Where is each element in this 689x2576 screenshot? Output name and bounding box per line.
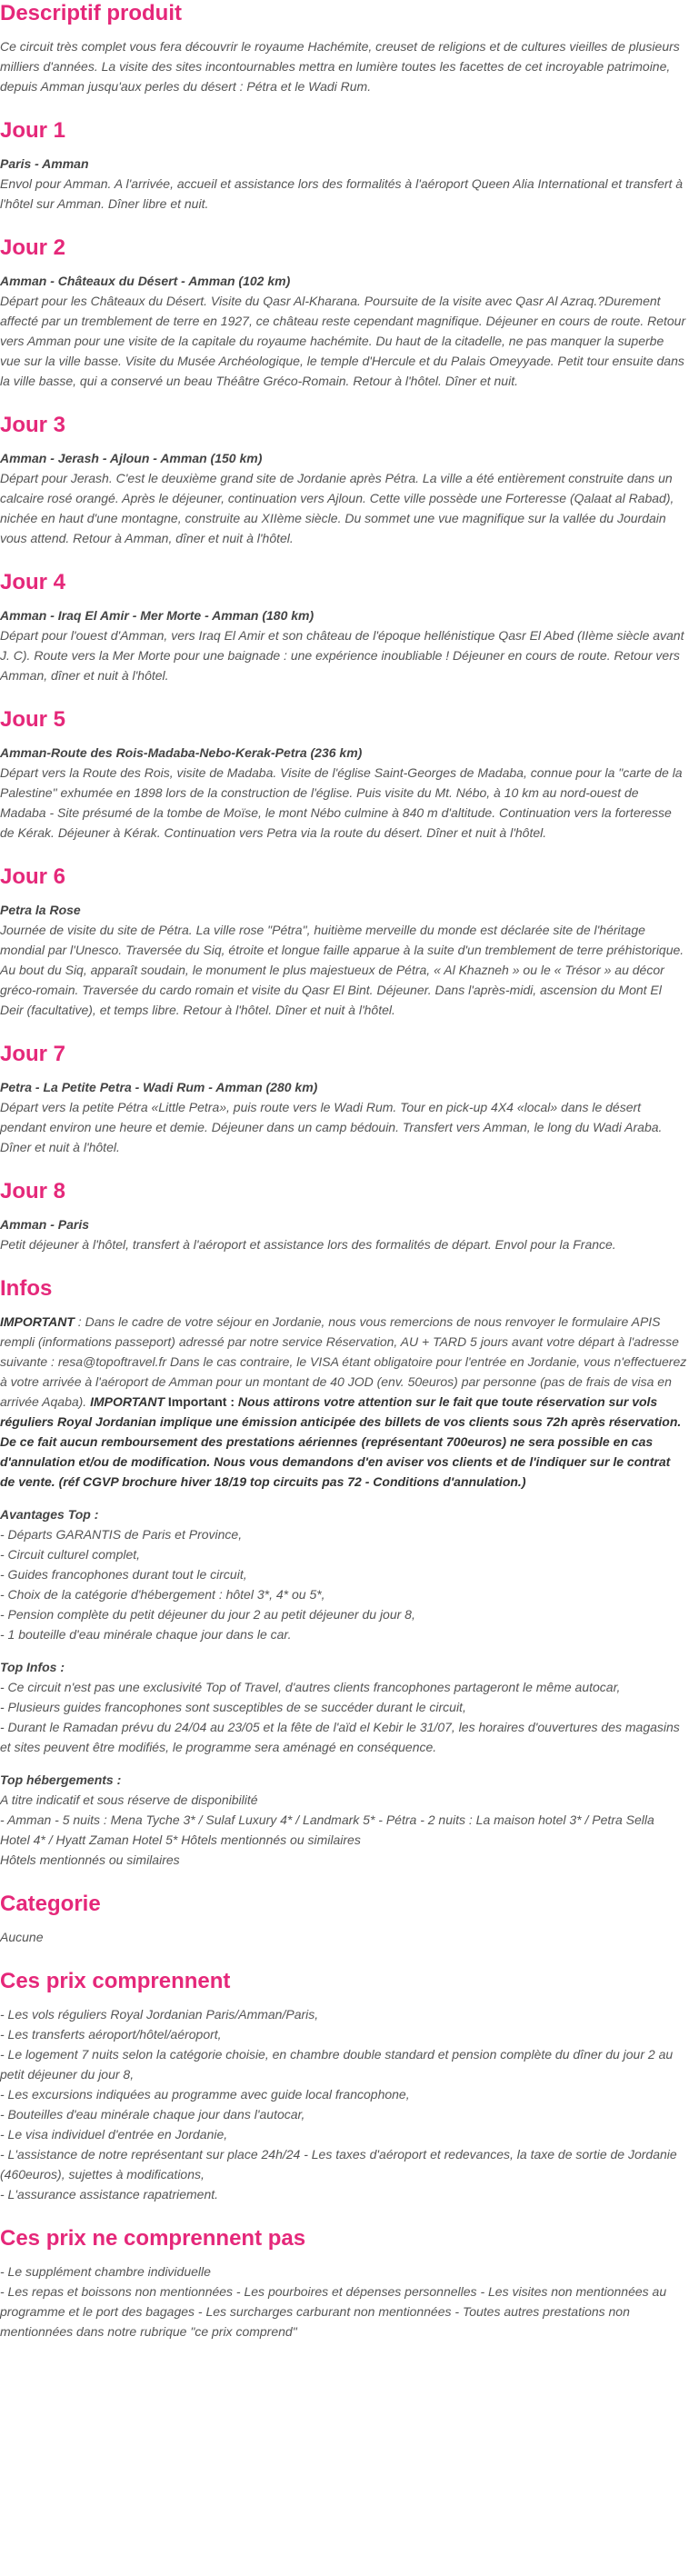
day-text: Départ vers la Route des Rois, visite de Madaba. Visite de l'église Saint-Georges de Madaba, connue pour la "carte de la Palestine" exhumée en 1898 lors de la construction de l'église. Puis visite du Mt. Nébo, à 10 km au nord-ouest de Madaba - Site présumé de la tombe de Moïse, le mont Nébo culmine à 840 m d'altitude. Continuation vers la forteresse de Kérak. Déjeuner à Kérak. Continuation vers Petra via la route du désert. Dîner et nuit à l'hôtel. (0, 765, 683, 840)
day-section (0, 569, 687, 685)
hebergements-item: A titre indicatif et sous réserve de disponibilité (0, 1792, 258, 1807)
categorie-section (0, 1891, 687, 1947)
infos-title: Infos (0, 1276, 53, 1301)
avantages-list (0, 1524, 687, 1644)
ne-comprennent-list (0, 2261, 687, 2341)
important-paragraph (0, 1312, 687, 1492)
day-route: Amman - Iraq El Amir - Mer Morte - Amman (180 km) (0, 608, 315, 623)
day-label: Jour 5 (0, 707, 66, 732)
descriptif-section (0, 0, 687, 96)
day-text: Envol pour Amman. A l'arrivée, accueil et assistance lors des formalités à l'aéroport Queen Alia International et transfert à l'hôtel sur Amman. Dîner libre et nuit. (0, 176, 684, 211)
comprennent-item: - Le logement 7 nuits selon la catégorie choisie, en chambre double standard et pension complète du dîner du jour 2 au petit déjeuner du jour 8, (0, 2047, 674, 2082)
descriptif-title: Descriptif produit (0, 1, 183, 25)
ne-comprennent-item: - Le supplément chambre individuelle (0, 2264, 211, 2279)
day-section (0, 412, 687, 548)
day-section (0, 235, 687, 391)
day-label: Jour 4 (0, 570, 66, 594)
avantages-item: - Départs GARANTIS de Paris et Province, (0, 1527, 243, 1542)
day-route: Amman - Jerash - Ajloun - Amman (150 km) (0, 451, 263, 465)
day-route: Paris - Amman (0, 156, 89, 171)
day-section (0, 1041, 687, 1157)
comprennent-item: - Le visa individuel d'entrée en Jordanie, (0, 2127, 228, 2142)
comprennent-item: - Les vols réguliers Royal Jordanian Paris/Amman/Paris, (0, 2007, 319, 2022)
important-label: IMPORTANT (0, 1314, 75, 1329)
infos-section (0, 1275, 687, 1870)
topinfos-item: - Plusieurs guides francophones sont susceptibles de se succéder durant le circuit, (0, 1700, 466, 1714)
day-route: Petra la Rose (0, 903, 81, 917)
avantages-item: - Pension complète du petit déjeuner du jour 2 au petit déjeuner du jour 8, (0, 1607, 415, 1622)
ne-comprennent-section (0, 2225, 687, 2341)
day-text: Départ pour les Châteaux du Désert. Visite du Qasr Al-Kharana. Poursuite de la visite avec Qasr Al Azraq.?Durement affecté par un tremblement de terre en 1927, ce château reste cependant magnifique. Déjeuner en cours de route. Retour vers Amman pour une visite de la capitale du royaume hachémite. Du haut de la citadelle, ne pas manquer la superbe vue sur la ville basse. Visite du Musée Archéologique, le temple d'Hercule et du Palais Omeyyade. Petit tour ensuite dans la ville basse, qui a conservé un beau Théâtre Gréco-Romain. Retour à l'hôtel. Dîner et nuit. (0, 294, 686, 388)
avantages-item: - 1 bouteille d'eau minérale chaque jour dans le car. (0, 1627, 292, 1642)
topinfos-item: - Ce circuit n'est pas une exclusivité Top of Travel, d'autres clients francophones partageront le même autocar, (0, 1680, 621, 1694)
day-text: Journée de visite du site de Pétra. La ville rose "Pétra", huitième merveille du monde est déclarée site de l'héritage mondial par l'Unesco. Traversée du Siq, étroite et longue faille apparue à la suite d'un tremblement de terre préhistorique. Au bout du Siq, apparaît soudain, le monument le plus majestueux de Pétra, « Al Khazneh » ou le « Trésor » au décor gréco-romain. Traversée du cardo romain et visite du Qasr El Bint. Déjeuner. Dans l'après-midi, ascension du Mont El Deir (facultative), et temps libre. Retour à l'hôtel. Dîner et nuit à l'hôtel. (0, 923, 684, 1017)
important-label-3: Important : (167, 1394, 235, 1409)
important-text-2: Nous attirons votre attention sur le fait que toute réservation sur vols réguliers Royal Jordanian implique une émission anticipée des billets de vos clients sous 72h après réservation. De ce fait aucun remboursement des prestations aériennes (représentant 700euros) ne sera possible en cas d'annulation et/ou de modification. Nous vous demandons d'en aviser vos clients et de l'indiquer sur le contrat de vente. (réf CGVP brochure hiver 18/19 top circuits pas 72 - Conditions d'annulation.) (0, 1394, 682, 1489)
hebergements-item: - Amman - 5 nuits : Mena Tyche 3* / Sulaf Luxury 4* / Landmark 5* - Pétra - 2 nuits : La maison hotel 3* / Petra Sella Hotel 4* / Hyatt Zaman Hotel 5* Hôtels mentionnés ou similaires (0, 1812, 654, 1847)
days-list (0, 117, 687, 1254)
comprennent-item: - Les excursions indiquées au programme avec guide local francophone, (0, 2087, 410, 2102)
day-section (0, 117, 687, 214)
day-text: Départ pour Jerash. C'est le deuxième grand site de Jordanie après Pétra. La ville a été entièrement construite dans un calcaire rosé orangé. Après le déjeuner, continuation vers Ajloun. Cette ville possède une Forteresse (Qalaat al Rabad), nichée en haut d'une montagne, construite au XIIème siècle. Du sommet une vue magnifique sur la vallée du Jourdain vous attend. Retour à Amman, dîner et nuit à l'hôtel. (0, 471, 674, 545)
avantages-item: - Choix de la catégorie d'hébergement : hôtel 3*, 4* ou 5*, (0, 1587, 325, 1602)
day-text: Départ pour l'ouest d'Amman, vers Iraq El Amir et son château de l'époque hellénistique Qasr El Abed (IIème siècle avant J. C). Route vers la Mer Morte pour une baignade : une expérience inoubliable ! Déjeuner en cours de route. Retour vers Amman, dîner et nuit à l'hôtel. (0, 628, 684, 683)
comprennent-item: - Les transferts aéroport/hôtel/aéroport, (0, 2027, 222, 2042)
day-section (0, 706, 687, 843)
comprennent-item: - L'assistance de notre représentant sur place 24h/24 - Les taxes d'aéroport et redevances, la taxe de sortie de Jordanie (460euros), sujettes à modifications, (0, 2147, 677, 2182)
hebergements-item: Hôtels mentionnés ou similaires (0, 1852, 180, 1867)
topinfos-list (0, 1677, 687, 1757)
hebergements-list (0, 1790, 687, 1870)
avantages-item: - Guides francophones durant tout le circuit, (0, 1567, 247, 1582)
day-label: Jour 6 (0, 864, 66, 889)
categorie-value: Aucune (0, 1930, 44, 1944)
day-text: Départ vers la petite Pétra «Little Petra», puis route vers le Wadi Rum. Tour en pick-up 4X4 «local» dans le désert pendant environ une heure et demie. Déjeuner dans un camp bédouin. Transfert vers Amman, le long du Wadi Araba. Dîner et nuit à l'hôtel. (0, 1100, 663, 1154)
ne-comprennent-item: - Les repas et boissons non mentionnées - Les pourboires et dépenses personnelles - Les visites non mentionnées au programme et le port des bagages - Les surcharges carburant non mentionnées - Toutes autres prestations non mentionnées dans notre rubrique "ce prix comprend" (0, 2284, 667, 2339)
day-text: Petit déjeuner à l'hôtel, transfert à l'aéroport et assistance lors des formalités de départ. Envol pour la France. (0, 1237, 616, 1252)
comprennent-section (0, 1968, 687, 2204)
comprennent-item: - L'assurance assistance rapatriement. (0, 2187, 219, 2202)
day-label: Jour 7 (0, 1042, 66, 1066)
topinfos-title: Top Infos : (0, 1660, 65, 1674)
descriptif-text: Ce circuit très complet vous fera découvrir le royaume Hachémite, creuset de religions et de cultures vieilles de plusieurs milliers d'années. La visite des sites incontournables mettra en lumière toutes les facettes de cet incroyable patrimoine, depuis Amman jusqu'aux perles du désert : Pétra et le Wadi Rum. (0, 39, 680, 94)
day-route: Amman - Paris (0, 1217, 90, 1232)
comprennent-list (0, 2004, 687, 2204)
day-route: Amman-Route des Rois-Madaba-Nebo-Kerak-Petra (236 km) (0, 745, 363, 760)
comprennent-title: Ces prix comprennent (0, 1969, 231, 1993)
ne-comprennent-title: Ces prix ne comprennent pas (0, 2226, 306, 2251)
topinfos-item: - Durant le Ramadan prévu du 24/04 au 23/05 et la fête de l'aïd el Kebir le 31/07, les horaires d'ouvertures des magasins et sites peuvent être modifiés, le programme sera aménagé en conséquence. (0, 1720, 680, 1754)
hebergements-title: Top hébergements : (0, 1772, 122, 1787)
avantages-item: - Circuit culturel complet, (0, 1547, 141, 1562)
day-label: Jour 2 (0, 235, 66, 260)
day-label: Jour 8 (0, 1179, 66, 1203)
important-text-1: : Dans le cadre de votre séjour en Jordanie, nous vous remercions de nous renvoyer le formulaire APIS rempli (informations passeport) adressé par notre service Réservation, AU + TARD 5 jours avant votre départ à l'adresse suivante : resa@topoftravel.fr Dans le cas contraire, le VISA étant obligatoire pour l'entrée en Jordanie, vous n'effectuerez à votre arrivée à l'aéroport de Amman pour un montant de 40 JOD (env. 50euros) par personne (pas de frais de visa en arrivée Aqaba). (0, 1314, 687, 1409)
day-label: Jour 3 (0, 413, 66, 437)
day-route: Amman - Châteaux du Désert - Amman (102 km) (0, 274, 291, 288)
day-label: Jour 1 (0, 118, 66, 143)
day-section (0, 864, 687, 1020)
day-section (0, 1178, 687, 1254)
important-label-2: IMPORTANT (90, 1394, 165, 1409)
categorie-title: Categorie (0, 1892, 101, 1916)
comprennent-item: - Bouteilles d'eau minérale chaque jour dans l'autocar, (0, 2107, 305, 2122)
day-route: Petra - La Petite Petra - Wadi Rum - Amman (280 km) (0, 1080, 318, 1094)
avantages-title: Avantages Top : (0, 1507, 99, 1522)
